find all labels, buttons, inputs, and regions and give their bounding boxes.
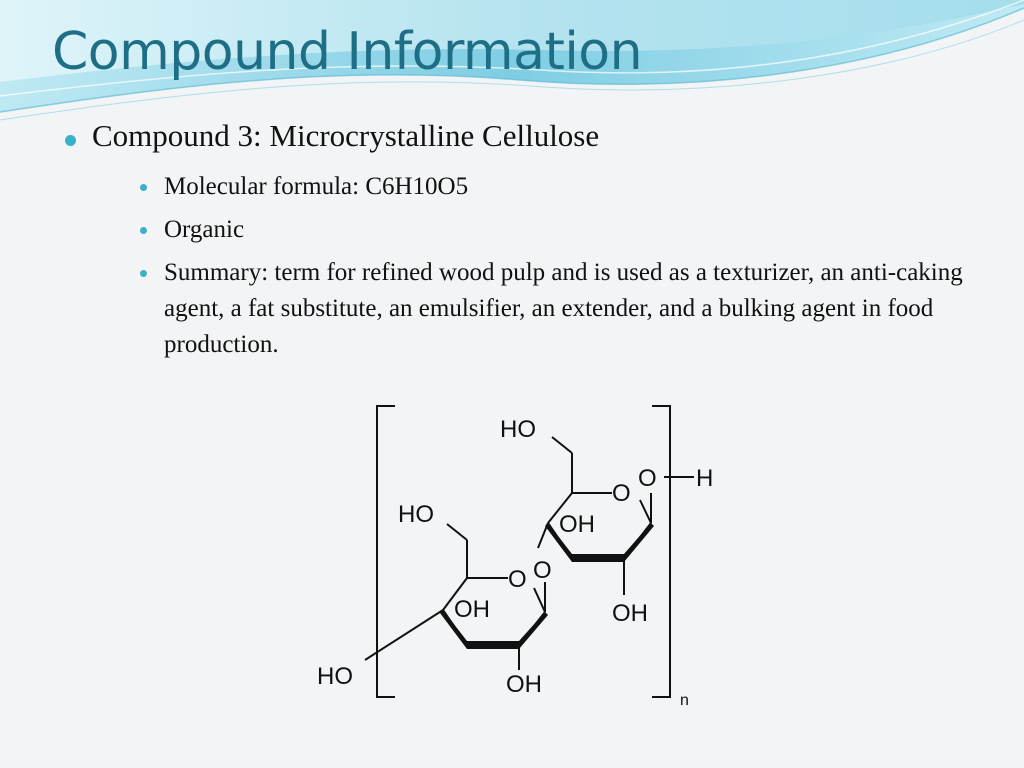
bullet-dot-icon xyxy=(140,270,147,277)
bullet-dot-icon xyxy=(140,184,147,191)
label-o-ring-lower: O xyxy=(508,566,527,593)
ring-upper-bold-edge xyxy=(572,554,624,562)
compound-heading-text: Compound 3: Microcrystalline Cellulose xyxy=(92,118,600,153)
detail-item xyxy=(164,255,974,363)
molecular-formula-text: Molecular formula: C6H10O5 xyxy=(164,173,469,200)
label-oh-ring-lower: OH xyxy=(454,596,490,623)
ring-lower-wedge-right xyxy=(519,612,548,649)
label-subscript-n: n xyxy=(680,692,689,709)
bullet-dot-icon xyxy=(65,135,76,146)
label-o-terminal: O xyxy=(638,465,657,492)
bullet-dot-icon xyxy=(140,227,147,234)
detail-item xyxy=(164,169,974,205)
label-ho-top: HO xyxy=(500,416,536,443)
label-o-ring-upper: O xyxy=(612,480,631,507)
ring-upper-wedge-right xyxy=(624,523,654,562)
classification-text: Organic xyxy=(164,216,245,243)
slide-title: Compound Information xyxy=(52,22,643,82)
label-oh-lower-bottom: OH xyxy=(506,671,542,698)
label-oh-ring-upper: OH xyxy=(559,511,595,538)
right-bracket xyxy=(652,406,670,697)
detail-item xyxy=(164,212,974,248)
compound-heading-item xyxy=(92,118,599,154)
label-h-terminal: H xyxy=(696,465,714,492)
label-ho-bottom: HO xyxy=(317,663,353,690)
label-ho-left: HO xyxy=(398,501,434,528)
left-bracket xyxy=(377,406,395,697)
label-oh-upper-bottom: OH xyxy=(612,600,648,627)
ring-lower-bold-edge xyxy=(467,641,519,649)
cellulose-structure-diagram xyxy=(300,392,720,722)
summary-text: Summary: term for refined wood pulp and is used as a texturizer, an anti-caking agent, a fat substitute, an emulsifier, an extender, and a bulking agent in food production. xyxy=(164,259,963,358)
label-o-glycosidic: O xyxy=(533,557,552,584)
